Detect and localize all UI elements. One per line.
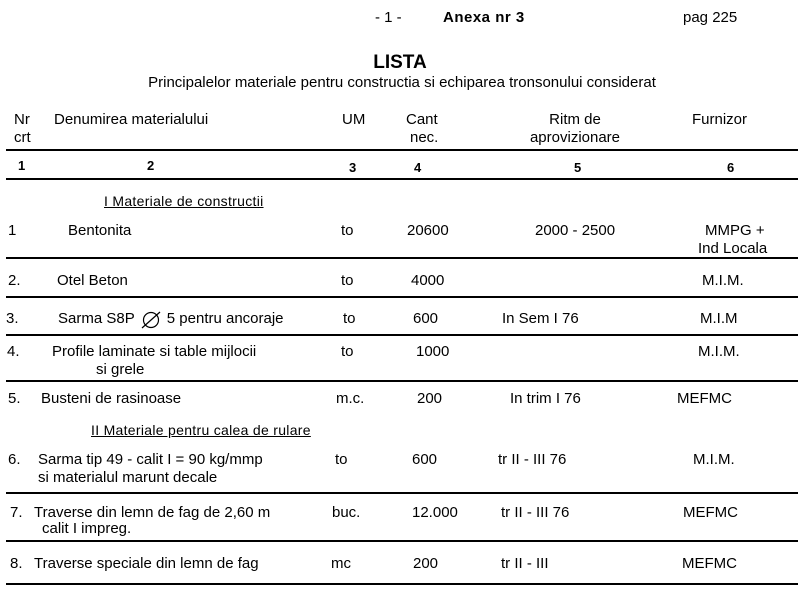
row-furnizor: MMPG + [705, 222, 765, 239]
row-divider [6, 540, 798, 542]
row-material: Busteni de rasinoase [41, 390, 182, 407]
col-number-2: 2 [147, 158, 155, 173]
row-cant: 200 [417, 390, 443, 407]
row-nr: 7. [10, 504, 23, 521]
col-number-4: 4 [414, 160, 422, 175]
row-furnizor: M.I.M. [693, 451, 735, 468]
row-um: to [341, 222, 354, 239]
row-um: to [341, 272, 354, 289]
col-header-crt: crt [14, 129, 31, 146]
row-cant: 20600 [407, 222, 449, 239]
row-furnizor: M.I.M [700, 310, 738, 327]
row-material: Traverse din lemn de fag de 2,60 m [34, 504, 271, 521]
row-material [58, 310, 284, 328]
row-um: to [343, 310, 356, 327]
row-nr: 1 [8, 222, 17, 239]
row-divider [6, 257, 798, 259]
section-title-1: I Materiale de constructii [104, 193, 264, 209]
diameter-icon [141, 311, 161, 327]
row-nr: 8. [10, 555, 23, 572]
section-title-2: II Materiale pentru calea de rulare [91, 422, 311, 438]
col-number-1: 1 [18, 158, 26, 173]
row-ritm: 2000 - 2500 [535, 222, 616, 239]
row-material: Otel Beton [57, 272, 128, 289]
row-material: Sarma tip 49 - calit I = 90 kg/mmp [38, 451, 263, 468]
header-divider-top [6, 149, 798, 151]
row-divider [6, 583, 798, 585]
row-ritm: In trim I 76 [510, 390, 581, 407]
row-cant: 1000 [416, 343, 450, 360]
row-divider [6, 380, 798, 382]
col-header-cant: Cant [406, 111, 438, 128]
row-material-line2: calit I impreg. [42, 520, 132, 537]
col-header-nr: Nr [14, 111, 30, 128]
row-cant: 200 [413, 555, 439, 572]
row-nr: 5. [8, 390, 21, 407]
row-cant: 600 [413, 310, 439, 327]
row-um: buc. [332, 504, 361, 521]
row-ritm: tr II - III 76 [498, 451, 567, 468]
row-divider [6, 296, 798, 298]
document-subtitle: Principalelor materiale pentru constructia si echiparea tronsonului considerat [148, 74, 656, 91]
row-um: to [341, 343, 354, 360]
page-reference: pag 225 [683, 9, 738, 26]
col-number-5: 5 [574, 160, 582, 175]
col-header-denumire: Denumirea materialului [54, 111, 209, 128]
row-um: m.c. [336, 390, 365, 407]
row-furnizor: M.I.M. [698, 343, 740, 360]
document-title: LISTA [373, 52, 427, 73]
row-um: to [335, 451, 348, 468]
row-nr: 3. [6, 310, 19, 327]
row-nr: 4. [7, 343, 20, 360]
annex-label: Anexa nr 3 [443, 9, 525, 26]
row-material-prefix: Sarma S8P [58, 310, 135, 327]
row-material: Bentonita [68, 222, 132, 239]
row-ritm: tr II - III [501, 555, 549, 572]
row-furnizor: M.I.M. [702, 272, 744, 289]
row-divider [6, 492, 798, 494]
col-header-ritm: Ritm de [549, 111, 601, 128]
row-cant: 12.000 [412, 504, 458, 521]
row-material: Traverse speciale din lemn de fag [34, 555, 259, 572]
row-material-line2: si materialul marunt decale [38, 469, 218, 486]
row-ritm: In Sem I 76 [502, 310, 579, 327]
page-sequence: - 1 - [375, 9, 402, 26]
row-furnizor: MEFMC [683, 504, 738, 521]
row-nr: 2. [8, 272, 21, 289]
col-header-furnizor: Furnizor [692, 111, 748, 128]
col-header-aprovizionare: aprovizionare [529, 129, 621, 146]
col-number-3: 3 [349, 160, 357, 175]
col-header-um: UM [342, 111, 366, 128]
row-nr: 6. [8, 451, 21, 468]
row-material-line2: si grele [96, 361, 145, 378]
row-material-suffix: 5 pentru ancoraje [166, 310, 284, 327]
col-header-nec: nec. [410, 129, 439, 146]
row-divider [6, 334, 798, 336]
row-furnizor: MEFMC [677, 390, 732, 407]
row-um: mc [331, 555, 351, 572]
row-cant: 4000 [411, 272, 445, 289]
row-material: Profile laminate si table mijlocii [52, 343, 257, 360]
col-number-6: 6 [727, 160, 735, 175]
row-furnizor-line2: Ind Locala [698, 240, 768, 257]
row-furnizor: MEFMC [682, 555, 737, 572]
row-ritm: tr II - III 76 [501, 504, 570, 521]
header-divider-bottom [6, 178, 798, 180]
row-cant: 600 [412, 451, 438, 468]
